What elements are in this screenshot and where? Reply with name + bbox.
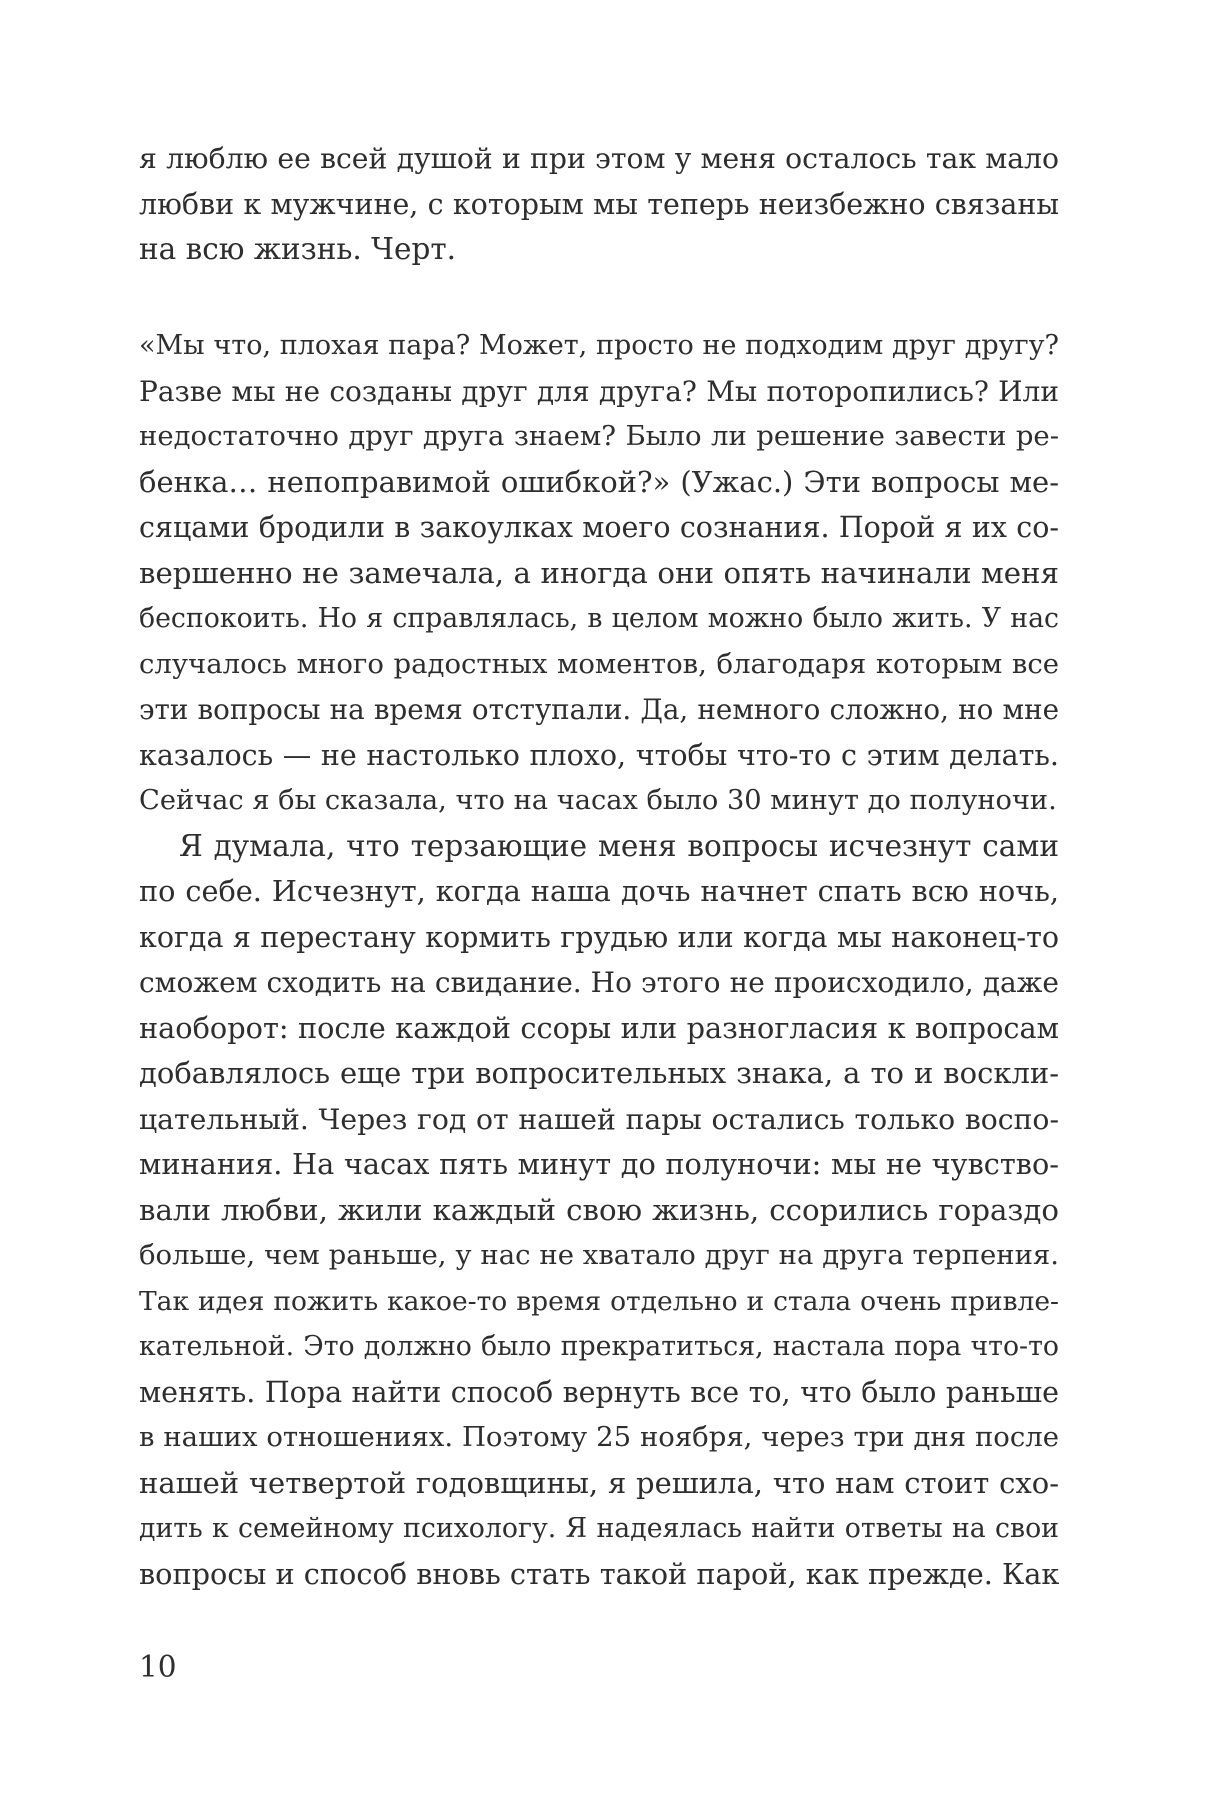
text-line: дить к семейному психологу. Я надеялась найти ответы на свои (139, 1513, 1059, 1544)
text-line: добавлялось еще три вопросительных знака, а то и воскли- (139, 1056, 1059, 1090)
paragraph-group (139, 323, 1059, 1597)
text-line: я люблю ее всей душой и при этом у меня осталось так мало (139, 142, 1059, 175)
text-line: случалось много радостных моментов, благодаря которым все (139, 647, 1059, 680)
text-line: нашей четвертой годовщины, я решила, что нам стоит схо- (139, 1465, 1059, 1500)
text-line: по себе. Исчезнут, когда наша дочь начнет спать всю ночь, (139, 874, 1059, 908)
text-line: на всю жизнь. Черт. (139, 232, 457, 266)
text-line: Сейчас я бы сказала, что на часах было 30 минут до полуночи. (139, 785, 1057, 816)
text-line: больше, чем раньше, у нас не хватало друг на друга терпения. (139, 1239, 1059, 1271)
page-number: 10 (139, 1650, 177, 1684)
text-line: кательной. Это должно было прекратиться, настала пора что-то (139, 1331, 1059, 1362)
text-line: бенка… непоправимой ошибкой?» (Ужас.) Эти вопросы ме- (139, 464, 1059, 499)
text-line: Так идея пожить какое-то время отдельно и стала очень привле- (139, 1285, 1059, 1317)
text-line: менять. Пора найти способ вернуть все то, что было раньше (139, 1375, 1059, 1409)
text-line: недостаточно друг друга знаем? Было ли решение завести ре- (139, 420, 1059, 452)
text-line: наоборот: после каждой ссоры или разногласия к вопросам (139, 1010, 1059, 1045)
text-line: эти вопросы на время отступали. Да, немного сложно, но мне (139, 693, 1059, 726)
text-line: любви к мужчине, с которым мы теперь неизбежно связаны (139, 187, 1059, 221)
text-line: вопросы и способ вновь стать такой парой, как прежде. Как (139, 1556, 1060, 1591)
text-line: цательный. Через год от нашей пары остались только воспо- (139, 1102, 1059, 1136)
text-line: в наших отношениях. Поэтому 25 ноября, через три дня после (139, 1421, 1059, 1453)
text-line: когда я перестану кормить грудью или когда мы наконец-то (139, 920, 1059, 954)
text-line: казалось — не настолько плохо, чтобы что-то с этим делать. (139, 738, 1059, 772)
paragraph-3 (139, 824, 1059, 1598)
text-line: вершенно не замечала, а иногда они опять начинали меня (139, 555, 1059, 590)
paragraph-1 (139, 136, 1059, 273)
text-line: беспокоить. Но я справлялась, в целом можно было жить. У нас (139, 603, 1059, 634)
text-line: сяцами бродили в закоулках моего сознания. Порой я их со- (139, 511, 1059, 544)
text-line: Разве мы не созданы друг для друга? Мы поторопились? Или (139, 374, 1059, 408)
text-line: Я думала, что терзающие меня вопросы исчезнут сами (179, 828, 1059, 863)
paragraph-2 (139, 323, 1059, 824)
text-line: «Мы что, плохая пара? Может, просто не подходим друг другу? (139, 330, 1059, 361)
text-line: вали любви, жили каждый свою жизнь, ссорились гораздо (139, 1192, 1059, 1227)
text-line: сможем сходить на свидание. Но этого не происходило, даже (139, 966, 1059, 999)
text-line: минания. На часах пять минут до полуночи: мы не чувство- (139, 1147, 1059, 1181)
